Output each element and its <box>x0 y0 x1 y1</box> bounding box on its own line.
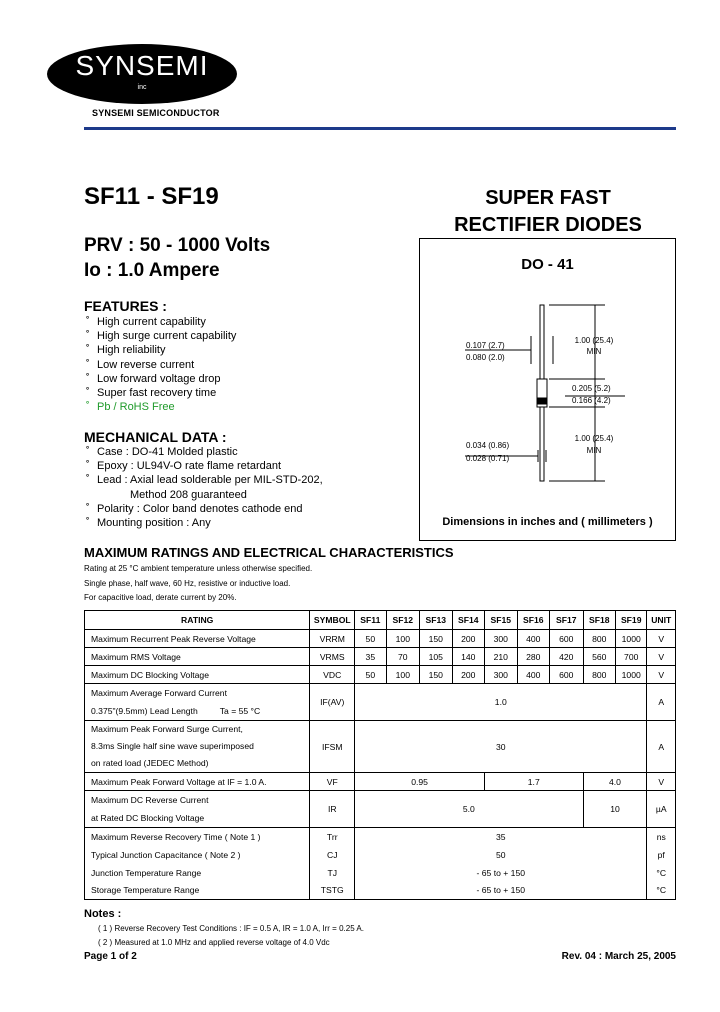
col-header: SF14 <box>452 611 484 630</box>
desc-line-1: SUPER FAST <box>485 187 611 209</box>
note-1: ( 1 ) Reverse Recovery Test Conditions : IF = 0.5 A, IR = 1.0 A, Irr = 0.25 A. <box>98 924 364 933</box>
dim-lead-dia-min: 0.028 (0.71) <box>466 454 510 463</box>
col-header: SF13 <box>420 611 452 630</box>
col-header: UNIT <box>647 611 676 630</box>
list-item: Method 208 guaranteed <box>130 488 247 501</box>
condition-3: For capacitive load, derate current by 20%. <box>84 593 237 602</box>
io-rating: Io : 1.0 Ampere <box>84 260 220 281</box>
list-item: ˚ High surge current capability <box>86 330 237 343</box>
table-header-row <box>85 611 676 630</box>
col-header: RATING <box>85 611 310 630</box>
device-description <box>420 185 676 239</box>
table-row: Maximum Peak Forward Surge Current, 8.3ms Single half sine wave superimposed on rated load (JEDEC Method) IFSM 30 A <box>85 721 676 773</box>
ratings-title: MAXIMUM RATINGS AND ELECTRICAL CHARACTERISTICS <box>84 545 454 560</box>
list-item: ˚ High reliability <box>86 344 166 357</box>
dim-lead-dia-max: 0.034 (0.86) <box>466 441 510 450</box>
dim-min-top: MIN <box>586 347 602 356</box>
dim-body-dia-min: 0.080 (2.0) <box>466 353 505 362</box>
col-header: SF15 <box>485 611 517 630</box>
col-header: SF11 <box>355 611 386 630</box>
list-item: ˚ Epoxy : UL94V-O rate flame retardant <box>86 460 282 473</box>
condition-1: Rating at 25 °C ambient temperature unless otherwise specified. <box>84 564 313 573</box>
col-header: SF16 <box>517 611 549 630</box>
table-row: Typical Junction Capacitance ( Note 2 ) CJ 50 pf <box>85 846 676 864</box>
col-header: SF18 <box>583 611 615 630</box>
table-row: Maximum Reverse Recovery Time ( Note 1 ) Trr 35 ns <box>85 828 676 846</box>
dim-lead-top: 1.00 (25.4) <box>574 336 614 345</box>
diode-outline-drawing <box>419 238 676 541</box>
list-item: ˚ Polarity : Color band denotes cathode end <box>86 502 303 515</box>
table-row: Maximum DC Reverse Current at Rated DC Blocking Voltage IR 5.0 10 µA <box>85 791 676 828</box>
ratings-table <box>84 610 676 900</box>
dim-lead-bottom: 1.00 (25.4) <box>574 434 614 443</box>
table-row: Junction Temperature Range TJ - 65 to + 150 °C <box>85 864 676 882</box>
condition-2: Single phase, half wave, 60 Hz, resistive or inductive load. <box>84 579 291 588</box>
logo-text: SYNSEMI <box>75 50 209 81</box>
list-item: ˚ Mounting position : Any <box>86 517 211 530</box>
mechanical-list <box>86 445 323 530</box>
table-row: Maximum RMS Voltage VRMS 35 70 105 140 210 280 420 560 700 V <box>85 648 676 666</box>
prv-rating: PRV : 50 - 1000 Volts <box>84 235 271 256</box>
page-number: Page 1 of 2 <box>84 951 137 962</box>
notes-title: Notes : <box>84 908 122 920</box>
logo-inc: inc <box>137 84 147 91</box>
col-header: SYMBOL <box>310 611 355 630</box>
col-header: SF17 <box>550 611 584 630</box>
company-name: SYNSEMI SEMICONDUCTOR <box>92 108 220 118</box>
package-note: Dimensions in inches and ( millimeters ) <box>442 516 653 528</box>
features-title: FEATURES : <box>84 298 167 314</box>
list-item: ˚ Pb / RoHS Free <box>86 401 175 414</box>
table-row: Storage Temperature Range TSTG - 65 to + 150 °C <box>85 882 676 900</box>
list-item: ˚ Lead : Axial lead solderable per MIL-STD-202, <box>86 474 323 487</box>
list-item: ˚ Low forward voltage drop <box>86 372 221 385</box>
header-rule <box>84 127 676 130</box>
list-item: ˚ Low reverse current <box>86 358 195 371</box>
list-item: ˚ High current capability <box>86 316 206 328</box>
table-row: Maximum Average Forward Current 0.375"(9.5mm) Lead Length Ta = 55 °C IF(AV) 1.0 A <box>85 684 676 721</box>
table-row: Maximum Recurrent Peak Reverse Voltage VRRM 50 100 150 200 300 400 600 800 1000 V <box>85 630 676 648</box>
revision: Rev. 04 : March 25, 2005 <box>561 951 676 962</box>
part-range: SF11 - SF19 <box>84 183 219 210</box>
table-row: Maximum Peak Forward Voltage at IF = 1.0 A. VF 0.95 1.7 4.0 V <box>85 773 676 791</box>
dim-body-len-max: 0.205 (5.2) <box>572 384 611 393</box>
col-header: SF12 <box>386 611 420 630</box>
note-2: ( 2 ) Measured at 1.0 MHz and applied reverse voltage of 4.0 Vdc <box>98 938 330 947</box>
features-list <box>86 315 236 414</box>
list-item: ˚ Super fast recovery time <box>86 387 217 400</box>
col-header: SF19 <box>615 611 646 630</box>
mechanical-title: MECHANICAL DATA : <box>84 429 227 445</box>
package-title: DO - 41 <box>521 256 574 273</box>
dim-body-len-min: 0.166 (4.2) <box>572 396 611 405</box>
list-item: ˚ Case : DO-41 Molded plastic <box>86 446 238 458</box>
table-row: Maximum DC Blocking Voltage VDC 50 100 150 200 300 400 600 800 1000 V <box>85 666 676 684</box>
desc-line-2: RECTIFIER DIODES <box>454 214 642 236</box>
dim-body-dia-max: 0.107 (2.7) <box>466 341 505 350</box>
dim-min-bottom: MIN <box>586 446 602 455</box>
